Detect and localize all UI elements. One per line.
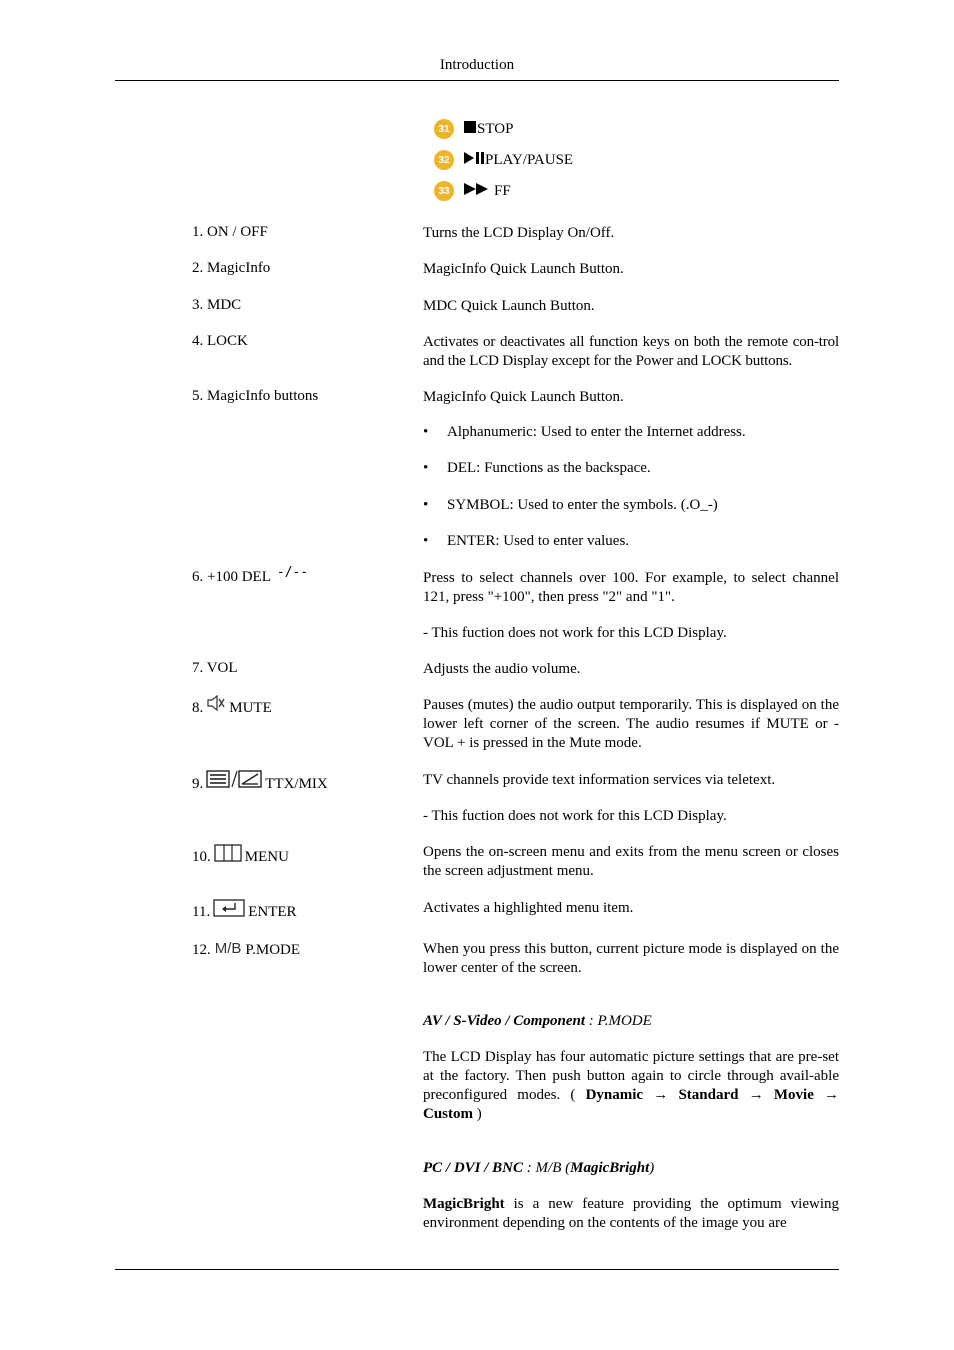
item-desc-mdc: MDC Quick Launch Button.	[423, 298, 595, 314]
item-label-pmode: 12. M/B P.MODE	[192, 940, 301, 958]
item-desc-menu: Opens the on-screen menu and exits from the menu screen or closes the screen adjustment menu.	[423, 844, 839, 879]
button-label: PLAY/PAUSE	[485, 151, 574, 168]
header-rule	[115, 80, 839, 81]
pmode-heading: AV / S-Video / Component : P.MODE	[423, 1013, 652, 1029]
button-item-play-pause	[434, 150, 573, 170]
number-badge: 33	[434, 181, 454, 201]
item-label-on-off: 1. ON / OFF	[192, 224, 268, 240]
item-label-mute: 8. MUTE	[192, 698, 272, 719]
button-label: STOP	[477, 120, 514, 137]
item-label-enter: 11. ENTER	[192, 901, 297, 924]
item-desc-magicinfo-buttons: MagicInfo Quick Launch Button.	[423, 389, 624, 405]
footer-rule	[115, 1269, 839, 1270]
item-label-magicinfo-buttons: 5. MagicInfo buttons	[192, 388, 319, 404]
stop-icon	[464, 121, 476, 138]
item-desc-pmode: When you press this button, current picture mode is displayed on the lower center of the screen.	[423, 941, 839, 976]
item-label-ttx-mix: 9. TTX/MIX	[192, 773, 328, 796]
page-header: Introduction	[439, 57, 515, 73]
item-desc-mute: Pauses (mutes) the audio output temporarily. This is displayed on the lower left corner of the screen. The audio resumes if MUTE or - VOL + is pressed in the Mute mode.	[423, 697, 839, 751]
magicbright-heading: PC / DVI / BNC : M/B (MagicBright)	[423, 1160, 655, 1176]
item-desc-plus100-del: Press to select channels over 100. For example, to select channel 121, press "+100", then press "2" and "1".	[423, 570, 839, 605]
magicbright-paragraph: MagicBright is a new feature providing the optimum viewing environment depending on the contents of the image you are	[423, 1196, 839, 1231]
button-item-stop	[434, 119, 513, 139]
item-label-magicinfo: 2. MagicInfo	[192, 260, 271, 276]
item-desc-vol: Adjusts the audio volume.	[423, 661, 581, 677]
item-label-plus100-del: 6. +100 DEL -/--	[192, 565, 309, 585]
item-label-menu: 10. MENU	[192, 846, 289, 869]
item-desc-magicinfo: MagicInfo Quick Launch Button.	[423, 261, 624, 277]
fast-forward-icon	[464, 183, 488, 200]
pmode-paragraph: The LCD Display has four automatic picture settings that are pre-set at the factory. Then push button again to circle through avail-able preconfigured modes. ( Dynamic → Standard → Movie → Custom )	[423, 1049, 840, 1122]
menu-icon	[214, 844, 242, 867]
item-desc-lock: Activates or deactivates all function keys on both the remote con-trol and the LCD Display except for the Power and LOCK buttons.	[423, 334, 839, 369]
item-label-lock: 4. LOCK	[192, 333, 248, 349]
item-desc-ttx-mix: TV channels provide text information services via teletext.	[423, 772, 776, 788]
button-label: FF	[494, 182, 511, 199]
number-badge: 31	[434, 119, 454, 139]
teletext-icon	[206, 770, 262, 793]
item-desc-on-off: Turns the LCD Display On/Off.	[423, 225, 615, 241]
mute-icon	[207, 695, 225, 716]
button-item-ff	[434, 181, 511, 201]
enter-icon	[213, 899, 245, 922]
play-pause-icon	[464, 152, 484, 169]
item-note-ttx-mix: - This fuction does not work for this LCD Display.	[423, 808, 727, 824]
item-label-mdc: 3. MDC	[192, 297, 242, 313]
mb-key-icon: M/B	[214, 940, 242, 957]
item-note-plus100-del: - This fuction does not work for this LCD Display.	[423, 625, 727, 641]
dash-key-icon: -/--	[276, 565, 309, 580]
item-desc-enter: Activates a highlighted menu item.	[423, 900, 634, 916]
number-badge: 32	[434, 150, 454, 170]
item-label-vol: 7. VOL	[192, 660, 238, 676]
